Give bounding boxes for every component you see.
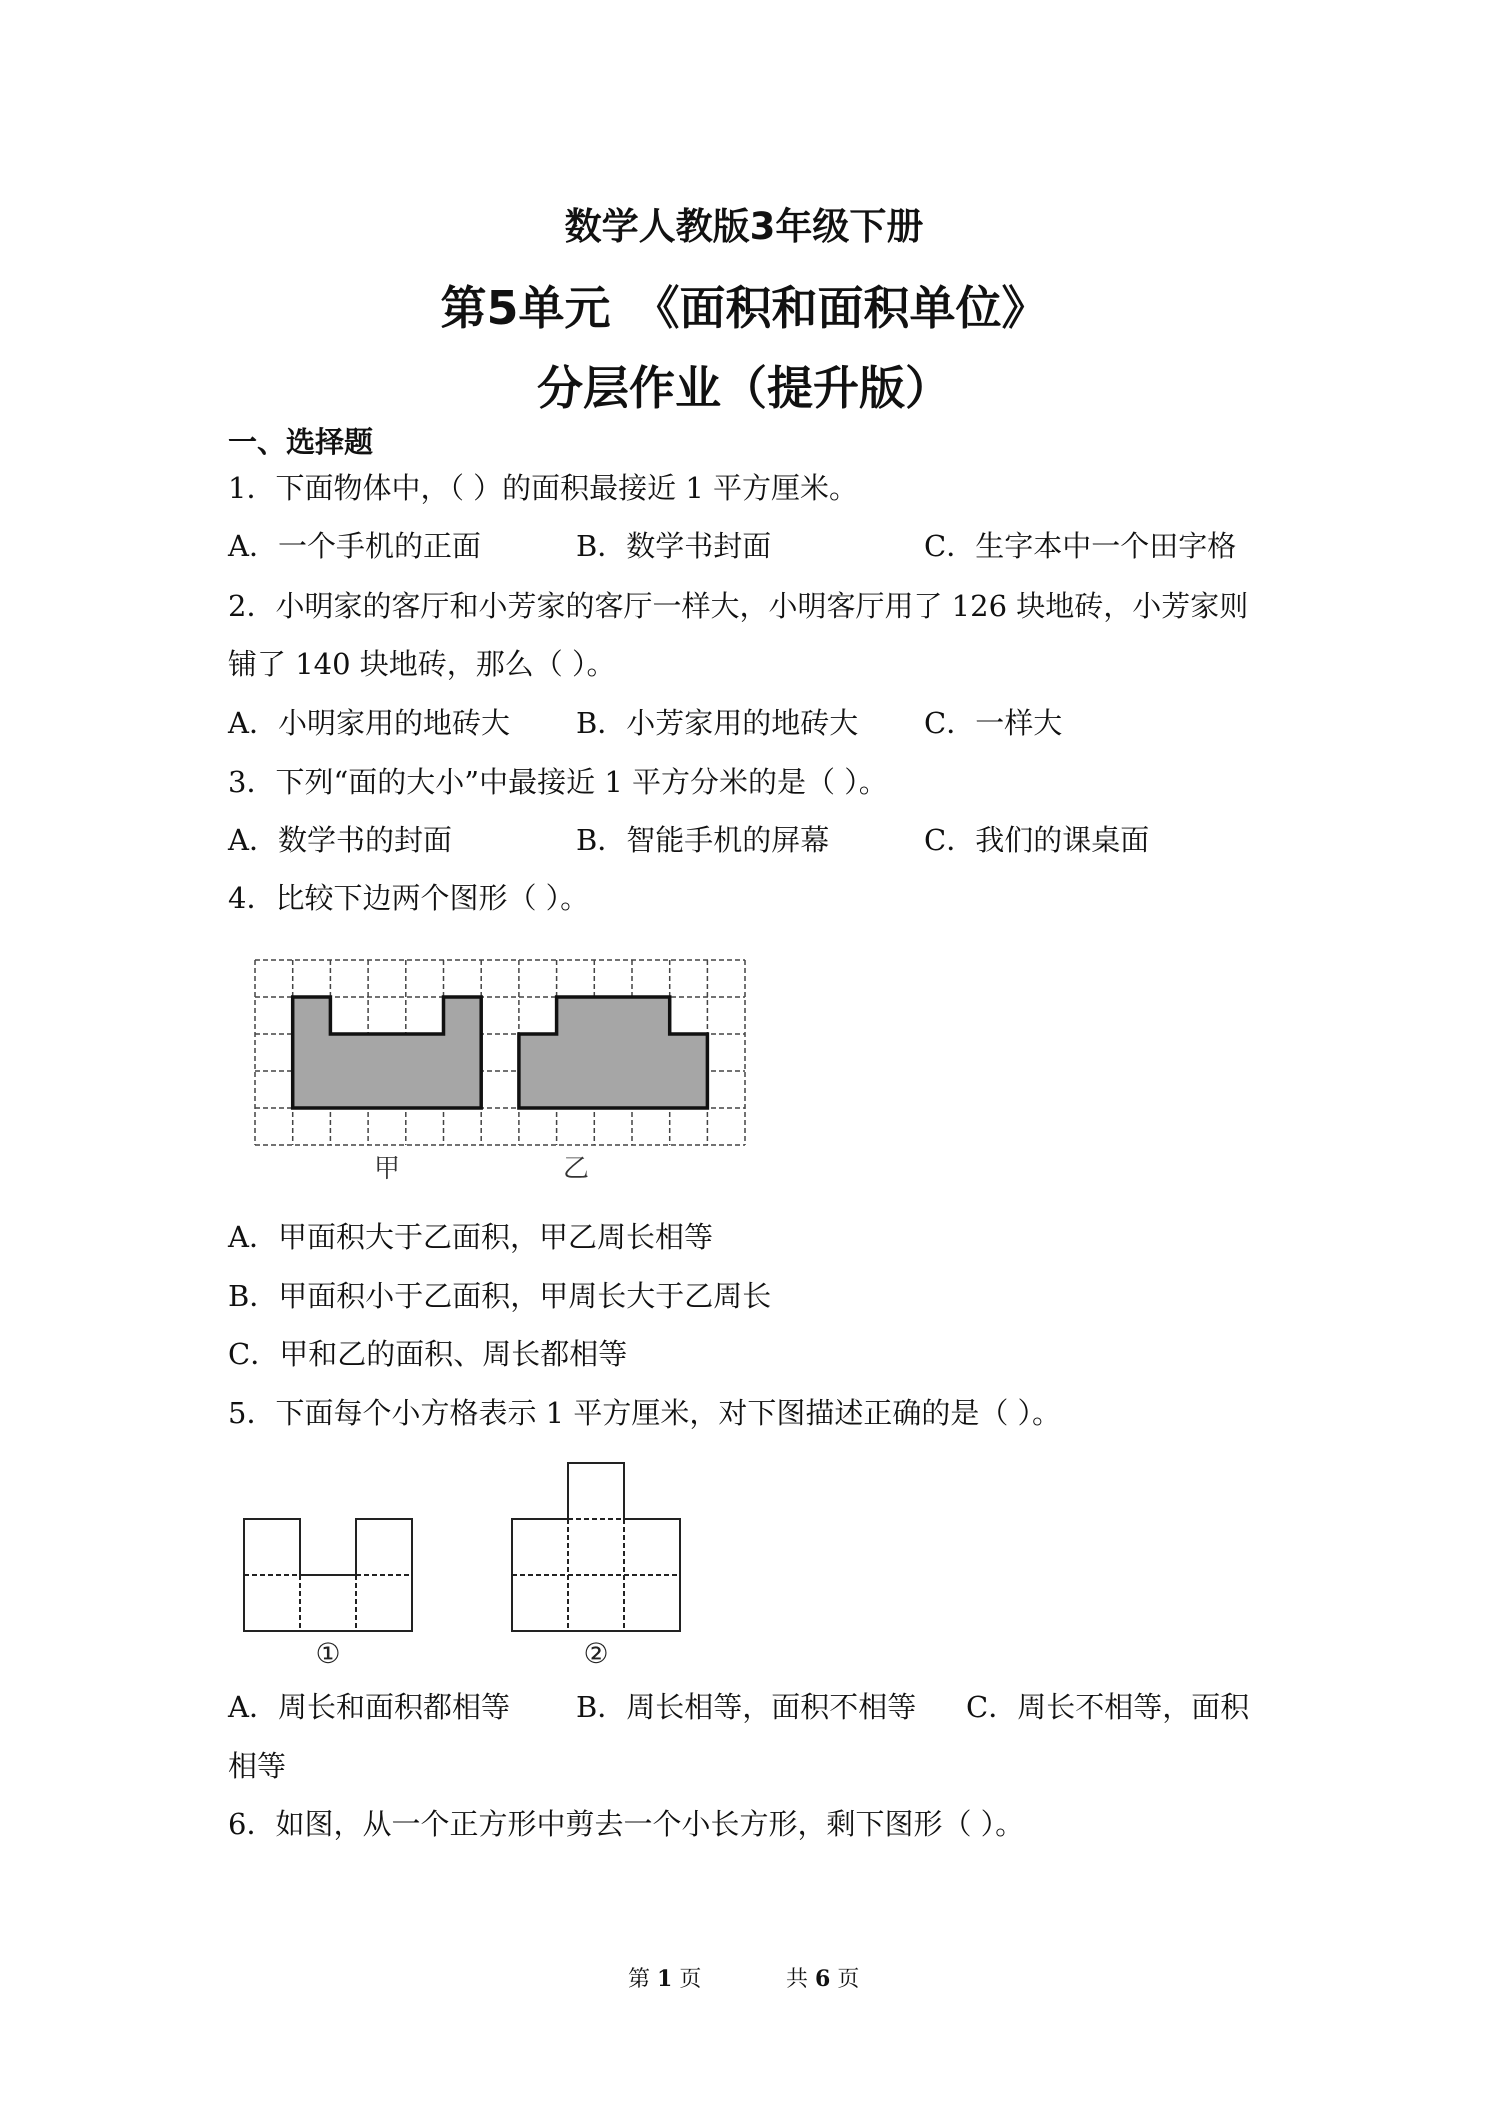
q5-option-b: B．周长相等，面积不相等 bbox=[576, 1690, 917, 1724]
total-prefix: 共 bbox=[786, 1967, 809, 1992]
q5-option-c-wrap: 相等 bbox=[228, 1749, 287, 1783]
section-heading: 一、选择题 bbox=[228, 425, 374, 459]
q3-option-a: A．数学书的封面 bbox=[228, 823, 452, 857]
q2-option-b: B．小芳家用的地砖大 bbox=[576, 706, 859, 740]
shape-jia bbox=[293, 997, 482, 1108]
page-suffix: 页 bbox=[679, 1967, 702, 1992]
doc-homework-title: 分层作业（提升版） bbox=[537, 361, 951, 415]
q1-option-b: B．数学书封面 bbox=[576, 529, 772, 563]
label-figure-2: ② bbox=[583, 1637, 609, 1670]
page-prefix: 第 bbox=[628, 1967, 651, 1992]
q3-stem: 3．下列“面的大小”中最接近 1 平方分米的是（ ）。 bbox=[228, 765, 888, 799]
q4-stem: 4．比较下边两个图形（ ）。 bbox=[228, 881, 590, 915]
page-number bbox=[628, 1962, 701, 1993]
label-figure-1: ① bbox=[315, 1637, 341, 1670]
shape-yi bbox=[519, 997, 708, 1108]
q5-stem: 5．下面每个小方格表示 1 平方厘米，对下图描述正确的是（ ）。 bbox=[228, 1396, 1062, 1430]
figure-2-outline bbox=[512, 1463, 680, 1631]
q5-option-a: A．周长和面积都相等 bbox=[228, 1690, 510, 1724]
q1-option-c: C．生字本中一个田字格 bbox=[924, 529, 1237, 563]
label-yi: 乙 bbox=[562, 1154, 590, 1184]
q4-option-b: B．甲面积小于乙面积，甲周长大于乙周长 bbox=[228, 1279, 772, 1313]
q4-option-a: A．甲面积大于乙面积，甲乙周长相等 bbox=[228, 1220, 713, 1254]
q3-option-b: B．智能手机的屏幕 bbox=[576, 823, 830, 857]
total-num: 6 bbox=[815, 1966, 831, 1992]
q5-figures bbox=[238, 1455, 698, 1675]
q2-option-a: A．小明家用的地砖大 bbox=[228, 706, 510, 740]
q5-option-c: C．周长不相等，面积 bbox=[966, 1690, 1250, 1724]
q2-stem-line1: 2．小明家的客厅和小芳家的客厅一样大，小明客厅用了 126 块地砖，小芳家则 bbox=[228, 589, 1249, 623]
q4-option-c: C．甲和乙的面积、周长都相等 bbox=[228, 1337, 628, 1371]
q4-grid-figure bbox=[250, 955, 750, 1185]
q6-stem: 6．如图，从一个正方形中剪去一个小长方形，剩下图形（ ）。 bbox=[228, 1807, 1025, 1841]
label-jia: 甲 bbox=[373, 1154, 401, 1184]
q1-option-a: A．一个手机的正面 bbox=[228, 529, 481, 563]
doc-subject-title: 数学人教版3年级下册 bbox=[564, 205, 924, 248]
q1-stem: 1．下面物体中，（ ）的面积最接近 1 平方厘米。 bbox=[228, 471, 859, 505]
q2-stem-line2: 铺了 140 块地砖，那么（ ）。 bbox=[228, 647, 616, 681]
page-total bbox=[786, 1962, 859, 1993]
q2-option-c: C．一样大 bbox=[924, 706, 1063, 740]
total-suffix: 页 bbox=[837, 1967, 860, 1992]
doc-unit-title: 第5单元 《面积和面积单位》 bbox=[440, 281, 1048, 335]
page-num: 1 bbox=[657, 1966, 673, 1992]
q3-option-c: C．我们的课桌面 bbox=[924, 823, 1150, 857]
